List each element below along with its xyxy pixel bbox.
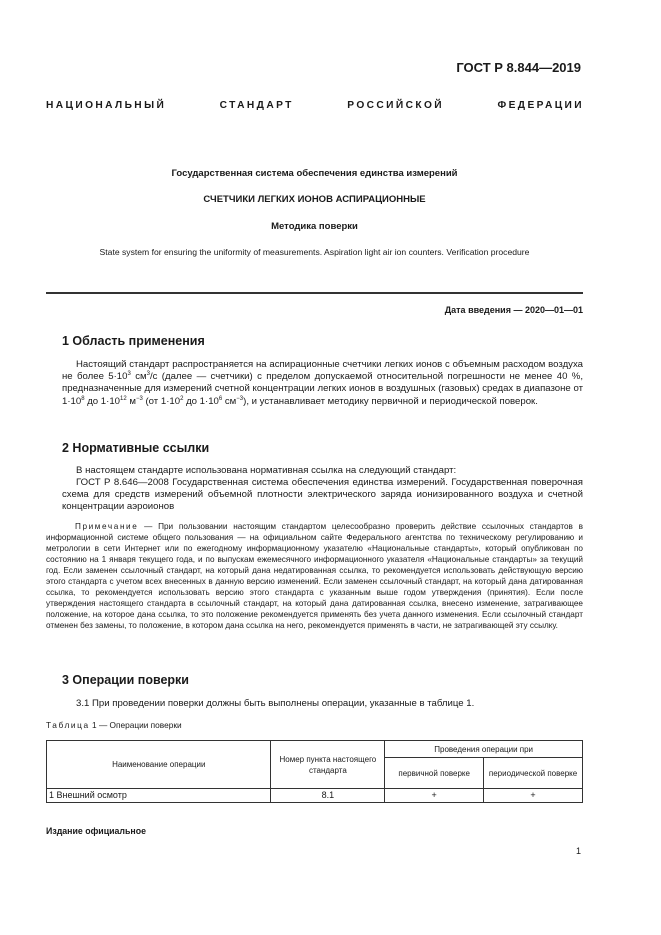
system-title: Государственная система обеспечения единства измерений [171, 168, 458, 179]
operations-table [46, 740, 583, 803]
section-3-heading: 3 Операции поверки [62, 673, 189, 687]
title-divider [46, 292, 583, 294]
col-operation-name: Наименование операции [47, 741, 271, 789]
section-3-paragraph: 3.1 При проведении поверки должны быть выполнены операции, указанные в таблице 1. [76, 698, 475, 709]
official-edition-label: Издание официальное [46, 826, 146, 836]
section-2-heading: 2 Нормативные ссылки [62, 441, 210, 455]
section-1-paragraph: Настоящий стандарт распространяется на аспирационные счетчики легких ионов с объемным расходом воздуха не более $5\cdot 10^3$ $см^3/с$ (далее — счетчики) с пределом допускаемой относительной погрешности не менее 40 %, предназначенные для измерений счетной концентрации легких ионов в воздушных (газовых) средах в диапазоне от $1\cdot 10^8$ до $1\cdot 10^{12}$ $м^{-3}$ (от $1\cdot 10^2$ до $1\cdot 10^6$ $см^{-3}$), и устанавливает методику первичной и периодической поверок. [62, 359, 583, 407]
col-group-performed: Проведения операции при [385, 741, 583, 758]
section-1-heading: 1 Область применения [62, 334, 205, 348]
section-2-note: Примечание — При пользовании настоящим стандартом целесообразно проверить действие ссылочных стандартов в информационной системе общего пользования — на официальном сайте Федерального агентства по техническому регулированию и метрологии в сети Интернет или по ежегодному информационному указателю «Национальные стандарты», который опубликован по состоянию на 1 января текущего года, и по выпускам ежемесячного информационного указателя «Национальные стандарты» за текущий год. Если заменен ссылочный стандарт, на который дана недатированная ссылка, то рекомендуется использовать действующую версию этого стандарта с учетом всех внесенных в данную версию изменений. Если заменен ссылочный стандарт, на который дана датированная ссылка, то рекомендуется использовать версию этого стандарта с указанным выше годом утверждения (принятия). Если после утверждения настоящего стандарта в ссылочный стандарт, на который дана датированная ссылка, внесено изменение, затрагивающее положение, на которое дана ссылка, то это положение рекомендуется применять без учета данного изменения. Если ссылочный стандарт отменен без замены, то положение, в котором дана ссылка на него, рекомендуется применять в части, не затрагивающей эту ссылку. [46, 522, 583, 630]
subtitle: Методика поверки [271, 221, 358, 232]
english-title: State system for ensuring the uniformity of measurements. Aspiration light air ion counters. Verification procedure [99, 247, 530, 257]
page-number: 1 [575, 846, 581, 856]
col-clause-number: Номер пункта настоящего стандарта [271, 741, 385, 789]
col-periodic-verification: периодической поверке [484, 758, 583, 789]
note-label: Примечание [75, 522, 139, 531]
main-title: СЧЕТЧИКИ ЛЕГКИХ ИОНОВ АСПИРАЦИОННЫЕ [203, 194, 426, 205]
table-row: 1 Внешний осмотр 8.1 + + [47, 789, 583, 803]
section-2-reference: ГОСТ Р 8.646—2008 Государственная система обеспечения единства измерений. Государственная поверочная схема для средств измерений объемной плотности электрического заряда ионизированного воздуха и счетной концентрации аэроионов [62, 477, 583, 513]
national-standard-banner: НАЦИОНАЛЬНЫЙ СТАНДАРТ РОССИЙСКОЙ ФЕДЕРАЦИИ [46, 100, 584, 111]
col-primary-verification: первичной поверке [385, 758, 484, 789]
table-caption: Таблица 1 — Операции поверки [46, 720, 182, 730]
standard-code: ГОСТ Р 8.844—2019 [456, 60, 581, 75]
introduction-date: Дата введения — 2020—01—01 [444, 305, 583, 315]
section-2-intro: В настоящем стандарте использована нормативная ссылка на следующий стандарт: [76, 465, 457, 476]
